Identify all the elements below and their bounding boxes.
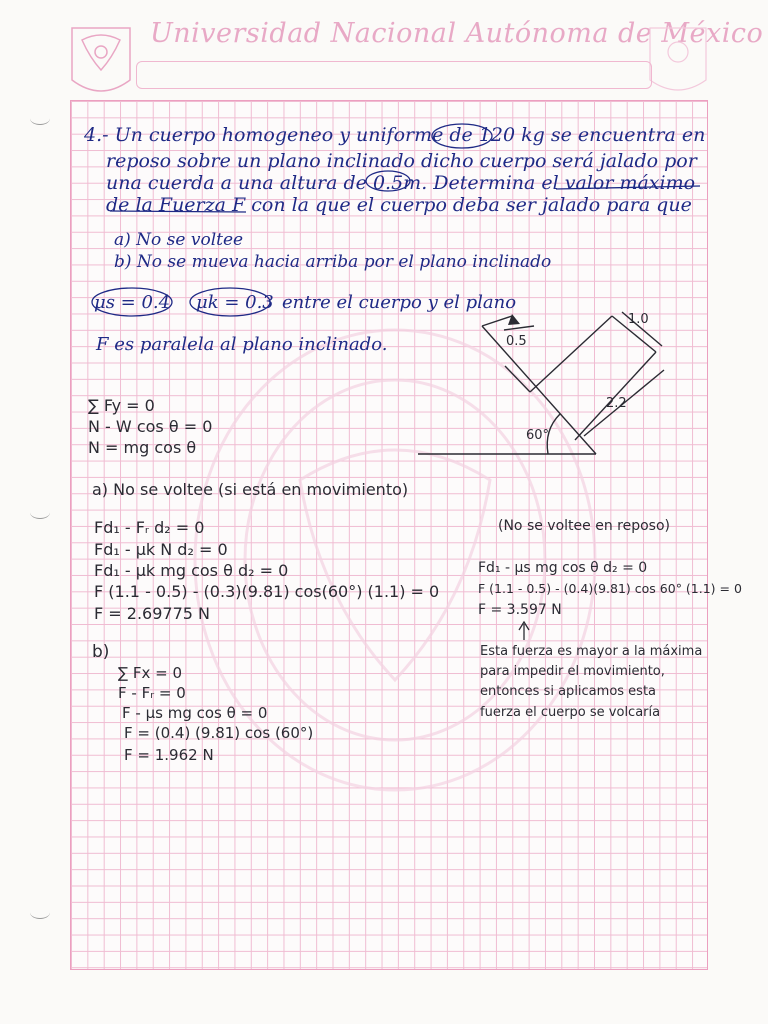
part-b-result: F = 1.962 N xyxy=(124,746,214,764)
part-a-heading: a) No se voltee (si está en movimiento) xyxy=(92,480,409,499)
label-1-0: 1.0 xyxy=(628,312,649,327)
problem-line-4: de la Fuerza F con la que el cuerpo deba ser jalado para que xyxy=(106,194,692,216)
option-b: b) No se mueva hacia arriba por el plano inclinado xyxy=(114,252,552,272)
part-a-line-1: Fd₁ - Fᵣ d₂ = 0 xyxy=(94,518,205,537)
part-a-result: F = 2.69775 N xyxy=(94,604,210,623)
part-a-line-2: Fd₁ - μk N d₂ = 0 xyxy=(94,540,228,559)
part-b-line-4: F = (0.4) (9.81) cos (60°) xyxy=(124,724,314,742)
coef-kinetic: μk = 0.3 xyxy=(196,292,274,313)
coef-tail: entre el cuerpo y el plano xyxy=(282,292,517,313)
part-a-line-3: Fd₁ - μk mg cos θ d₂ = 0 xyxy=(94,561,289,580)
part-a-rest-line-1: Fd₁ - μs mg cos θ d₂ = 0 xyxy=(478,560,648,576)
note-line-4: fuerza el cuerpo se volcaría xyxy=(480,705,661,720)
part-b-line-3: F - μs mg cos θ = 0 xyxy=(122,704,268,722)
part-b-heading: b) xyxy=(92,642,110,662)
part-a-line-4: F (1.1 - 0.5) - (0.3)(9.81) cos(60°) (1.1) = 0 xyxy=(94,582,440,601)
note-line-3: entonces si aplicamos esta xyxy=(480,684,657,699)
coef-static: μs = 0.4 xyxy=(94,292,171,313)
label-2-2: 2.2 xyxy=(606,396,627,411)
problem-line-3: una cuerda a una altura de 0.5m. Determina el valor máximo xyxy=(106,172,696,194)
problem-line-2: reposo sobre un plano inclinado dicho cuerpo será jalado por xyxy=(106,150,697,172)
problem-line-1: 4.- Un cuerpo homogeneo y uniforme de 120 kg se encuentra en xyxy=(84,124,706,146)
part-a-rest-line-2: F (1.1 - 0.5) - (0.4)(9.81) cos 60° (1.1) = 0 xyxy=(478,581,742,596)
university-header: Universidad Nacional Autónoma de México xyxy=(150,18,764,49)
label-0-5: 0.5 xyxy=(506,334,527,349)
part-b-line-2: F - Fᵣ = 0 xyxy=(118,684,186,702)
eq-sum-fy: ∑ Fy = 0 xyxy=(88,396,155,415)
part-b-line-1: ∑ Fx = 0 xyxy=(118,664,183,682)
option-a: a) No se voltee xyxy=(114,230,244,250)
parallel-note: F es paralela al plano inclinado. xyxy=(96,334,388,355)
note-line-1: Esta fuerza es mayor a la máxima xyxy=(480,644,703,659)
label-60: 60° xyxy=(526,428,550,443)
eq-normal-result: N = mg cos θ xyxy=(88,438,197,457)
part-a-rest-result: F = 3.597 N xyxy=(478,602,562,618)
eq-normal: N - W cos θ = 0 xyxy=(88,417,213,436)
part-a-rest-heading: (No se voltee en reposo) xyxy=(498,518,670,534)
note-line-2: para impedir el movimiento, xyxy=(480,664,665,679)
